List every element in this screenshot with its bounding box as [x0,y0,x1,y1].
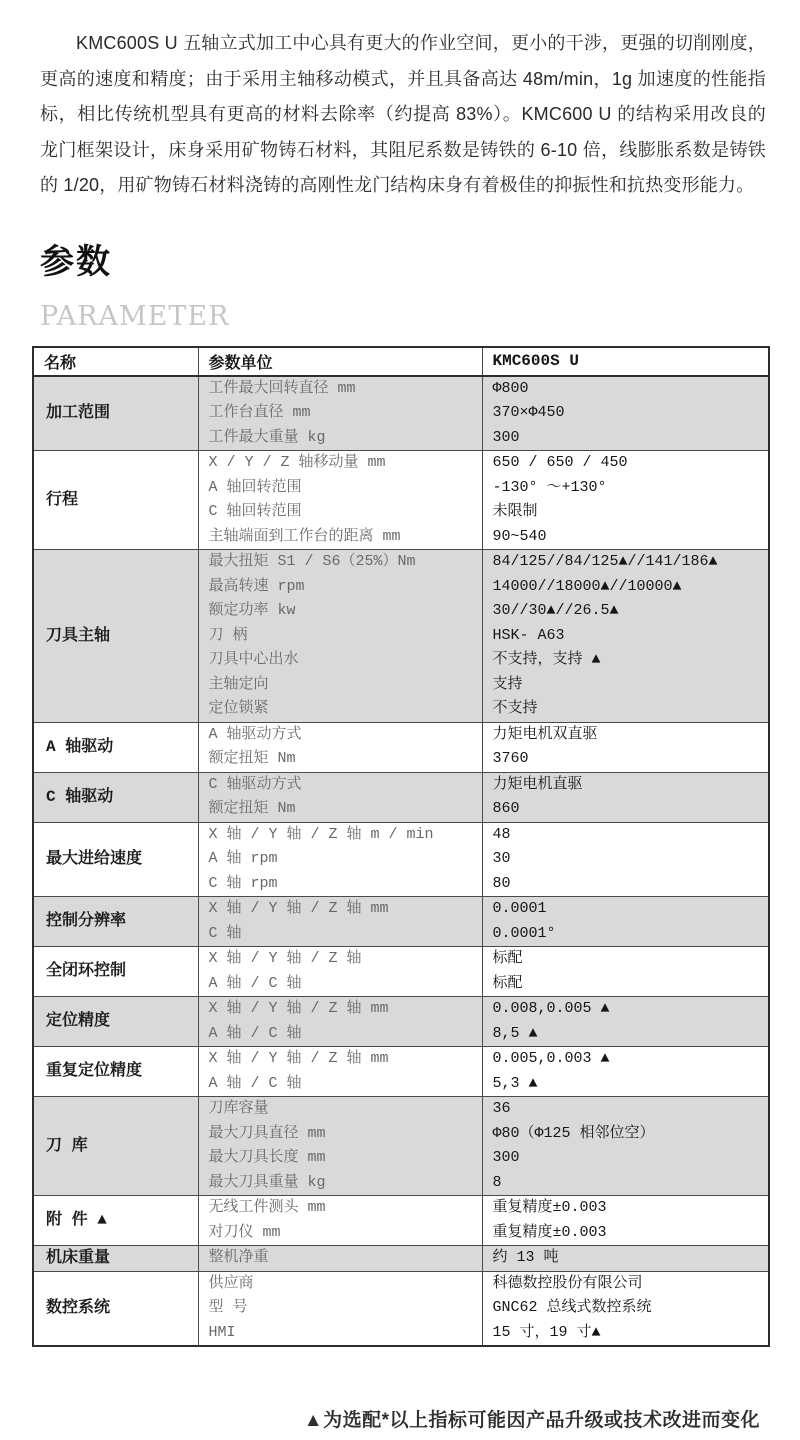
group-name-cell: 数控系统 [33,1271,198,1346]
param-unit-cell: 最大扭矩 S1 / S6（25%）Nm [198,550,482,575]
param-unit-cell: HMI [198,1321,482,1347]
param-unit-cell: 定位锁紧 [198,697,482,722]
param-unit-cell: 整机净重 [198,1246,482,1272]
value-cell: 8,5 ▲ [482,1022,769,1047]
value-cell: 36 [482,1097,769,1122]
parameter-table-header [33,347,769,376]
value-cell: 650 / 650 / 450 [482,451,769,476]
param-unit-cell: 刀库容量 [198,1097,482,1122]
table-row [33,997,769,1022]
value-cell: Φ800 [482,376,769,402]
value-cell: 300 [482,426,769,451]
param-unit-cell: 最大刀具重量 kg [198,1171,482,1196]
param-unit-cell: 工作台直径 mm [198,401,482,426]
table-row [33,1271,769,1296]
value-cell: 3760 [482,747,769,772]
param-unit-cell: 最大刀具直径 mm [198,1122,482,1147]
param-unit-cell: 无线工件测头 mm [198,1196,482,1221]
param-unit-cell: 工件最大重量 kg [198,426,482,451]
param-unit-cell: 最高转速 rpm [198,575,482,600]
value-cell: 0.005,0.003 ▲ [482,1047,769,1072]
value-cell: GNC62 总线式数控系统 [482,1296,769,1321]
param-unit-cell: X / Y / Z 轴移动量 mm [198,451,482,476]
value-cell: 不支持 [482,697,769,722]
section-title-zh: 参数 [40,242,112,281]
parameter-table-body [33,376,769,1347]
group-name-cell: 刀 库 [33,1097,198,1196]
param-unit-cell: 主轴定向 [198,673,482,698]
group-name-cell: 行程 [33,451,198,550]
value-cell: 约 13 吨 [482,1246,769,1272]
value-cell: 标配 [482,947,769,972]
group-name-cell: 附 件 ▲ [33,1196,198,1246]
param-unit-cell: 额定扭矩 Nm [198,797,482,822]
value-cell: 300 [482,1146,769,1171]
value-cell: 860 [482,797,769,822]
param-unit-cell: A 轴回转范围 [198,476,482,501]
value-cell: 0.008,0.005 ▲ [482,997,769,1022]
param-unit-cell: C 轴驱动方式 [198,772,482,797]
value-cell: Φ80（Φ125 相邻位空） [482,1122,769,1147]
value-cell: 0.0001 [482,897,769,922]
value-cell: 科德数控股份有限公司 [482,1271,769,1296]
param-unit-cell: 额定功率 kw [198,599,482,624]
value-cell: 30 [482,847,769,872]
param-unit-cell: X 轴 / Y 轴 / Z 轴 mm [198,997,482,1022]
param-unit-cell: A 轴 rpm [198,847,482,872]
param-unit-cell: A 轴驱动方式 [198,722,482,747]
value-cell: 48 [482,822,769,847]
value-cell: 重复精度±0.003 [482,1196,769,1221]
group-name-cell: 全闭环控制 [33,947,198,997]
param-unit-cell: A 轴 / C 轴 [198,1072,482,1097]
param-unit-cell: 主轴端面到工作台的距离 mm [198,525,482,550]
group-name-cell: 加工范围 [33,376,198,451]
value-cell: 14000//18000▲//10000▲ [482,575,769,600]
value-cell: 未限制 [482,500,769,525]
value-cell: 8 [482,1171,769,1196]
table-row [33,1196,769,1221]
table-row [33,897,769,922]
value-cell: 力矩电机直驱 [482,772,769,797]
param-unit-cell: 供应商 [198,1271,482,1296]
param-unit-cell: C 轴 [198,922,482,947]
group-name-cell: 刀具主轴 [33,550,198,723]
param-unit-cell: C 轴回转范围 [198,500,482,525]
param-unit-cell: 最大刀具长度 mm [198,1146,482,1171]
parameter-table [32,346,770,1348]
param-unit-cell: 对刀仪 mm [198,1221,482,1246]
header-model: KMC600S U [482,347,769,376]
value-cell: 力矩电机双直驱 [482,722,769,747]
group-name-cell: 定位精度 [33,997,198,1047]
value-cell: 80 [482,872,769,897]
group-name-cell: 控制分辨率 [33,897,198,947]
group-name-cell: C 轴驱动 [33,772,198,822]
param-unit-cell: A 轴 / C 轴 [198,972,482,997]
table-row [33,1097,769,1122]
section-title-en: PARAMETER [40,300,230,332]
value-cell: 30//30▲//26.5▲ [482,599,769,624]
value-cell: 370×Φ450 [482,401,769,426]
intro-paragraph: KMC600S U 五轴立式加工中心具有更大的作业空间，更小的干涉，更强的切削刚度，更高的速度和精度；由于采用主轴移动模式，并且具备高达 48m/min，1g 加速度的性能指标，相比传统机型具有更高的材料去除率（约提高 83%）。KMC600 U 的结构采用改良的龙门框架设计，床身采用矿物铸石材料，其阻尼系数是铸铁的 6-10 倍，线膨胀系数是铸铁的 1/20，用矿物铸石材料浇铸的高刚性龙门结构床身有着极佳的抑振性和抗热变形能力。 [40,33,766,195]
param-unit-cell: X 轴 / Y 轴 / Z 轴 mm [198,897,482,922]
value-cell: 标配 [482,972,769,997]
param-unit-cell: X 轴 / Y 轴 / Z 轴 [198,947,482,972]
param-unit-cell: A 轴 / C 轴 [198,1022,482,1047]
table-row [33,772,769,797]
param-unit-cell: 型 号 [198,1296,482,1321]
header-name: 名称 [33,347,198,376]
value-cell: 不支持，支持 ▲ [482,648,769,673]
param-unit-cell: X 轴 / Y 轴 / Z 轴 mm [198,1047,482,1072]
value-cell: -130° ～+130° [482,476,769,501]
param-unit-cell: 刀 柄 [198,624,482,649]
param-unit-cell: 刀具中心出水 [198,648,482,673]
param-unit-cell: X 轴 / Y 轴 / Z 轴 m / min [198,822,482,847]
table-row [33,451,769,476]
footnote: ▲为选配*以上指标可能因产品升级或技术改进而变化 [303,1410,760,1431]
value-cell: 0.0001° [482,922,769,947]
group-name-cell: 机床重量 [33,1246,198,1272]
value-cell: 重复精度±0.003 [482,1221,769,1246]
param-unit-cell: 额定扭矩 Nm [198,747,482,772]
group-name-cell: A 轴驱动 [33,722,198,772]
value-cell: 84/125//84/125▲//141/186▲ [482,550,769,575]
table-row [33,376,769,402]
table-row [33,1246,769,1272]
table-row [33,722,769,747]
group-name-cell: 重复定位精度 [33,1047,198,1097]
table-row [33,550,769,575]
value-cell: 90~540 [482,525,769,550]
param-unit-cell: C 轴 rpm [198,872,482,897]
table-row [33,822,769,847]
value-cell: 15 寸，19 寸▲ [482,1321,769,1347]
group-name-cell: 最大进给速度 [33,822,198,897]
header-row [33,347,769,376]
value-cell: 支持 [482,673,769,698]
value-cell: 5,3 ▲ [482,1072,769,1097]
param-unit-cell: 工件最大回转直径 mm [198,376,482,402]
table-row [33,1047,769,1072]
table-row [33,947,769,972]
header-param-unit: 参数单位 [198,347,482,376]
value-cell: HSK- A63 [482,624,769,649]
